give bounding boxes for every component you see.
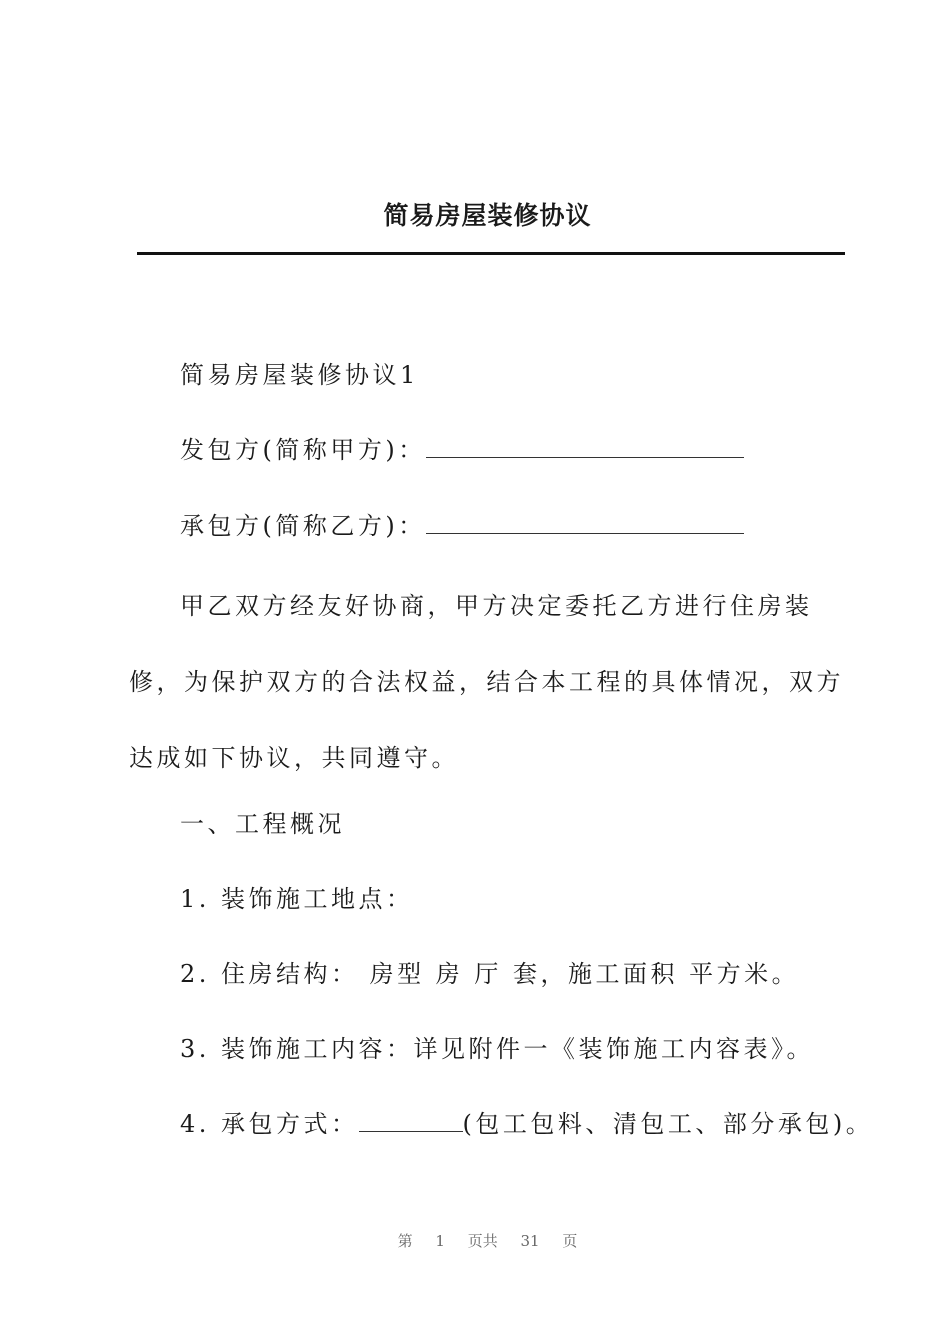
agreement-subtitle: 简易房屋装修协议1: [180, 361, 419, 389]
item-4-contract-method: [180, 1104, 873, 1139]
item-4-suffix: (包工包料、清包工、部分承包)。: [462, 1110, 874, 1138]
party-b-blank-field: [426, 515, 744, 534]
party-a-label: 发包方(简称甲方)：: [180, 436, 426, 464]
party-a-blank-field: [426, 439, 744, 458]
footer-suffix: 页: [562, 1232, 578, 1250]
footer-prefix: 第: [397, 1232, 413, 1250]
section-1-heading: 一、工程概况: [180, 810, 345, 838]
item-1-location: 1. 装饰施工地点：: [180, 885, 414, 913]
document-title: 简易房屋装修协议: [383, 201, 592, 230]
item-2-structure: 2. 住房结构： 房型 房 厅 套，施工面积 平方米。: [180, 960, 800, 988]
footer-page-number: 1: [435, 1232, 445, 1250]
footer-middle: 页共: [467, 1232, 498, 1250]
party-b-label: 承包方(简称乙方)：: [180, 512, 426, 540]
footer-total-pages: 31: [520, 1232, 540, 1250]
page-footer: [0, 1230, 950, 1251]
item-4-blank-field: [359, 1113, 463, 1132]
intro-paragraph: 甲乙双方经友好协商，甲方决定委托乙方进行住房装修，为保护双方的合法权益，结合本工程的具体情况，双方达成如下协议，共同遵守。: [129, 592, 844, 772]
item-4-prefix: 4. 承包方式：: [180, 1110, 359, 1138]
title-divider: [137, 252, 845, 255]
party-b-line: [180, 506, 744, 541]
item-3-content: 3. 装饰施工内容：详见附件一《装饰施工内容表》。: [180, 1035, 815, 1063]
party-a-line: [180, 430, 744, 465]
